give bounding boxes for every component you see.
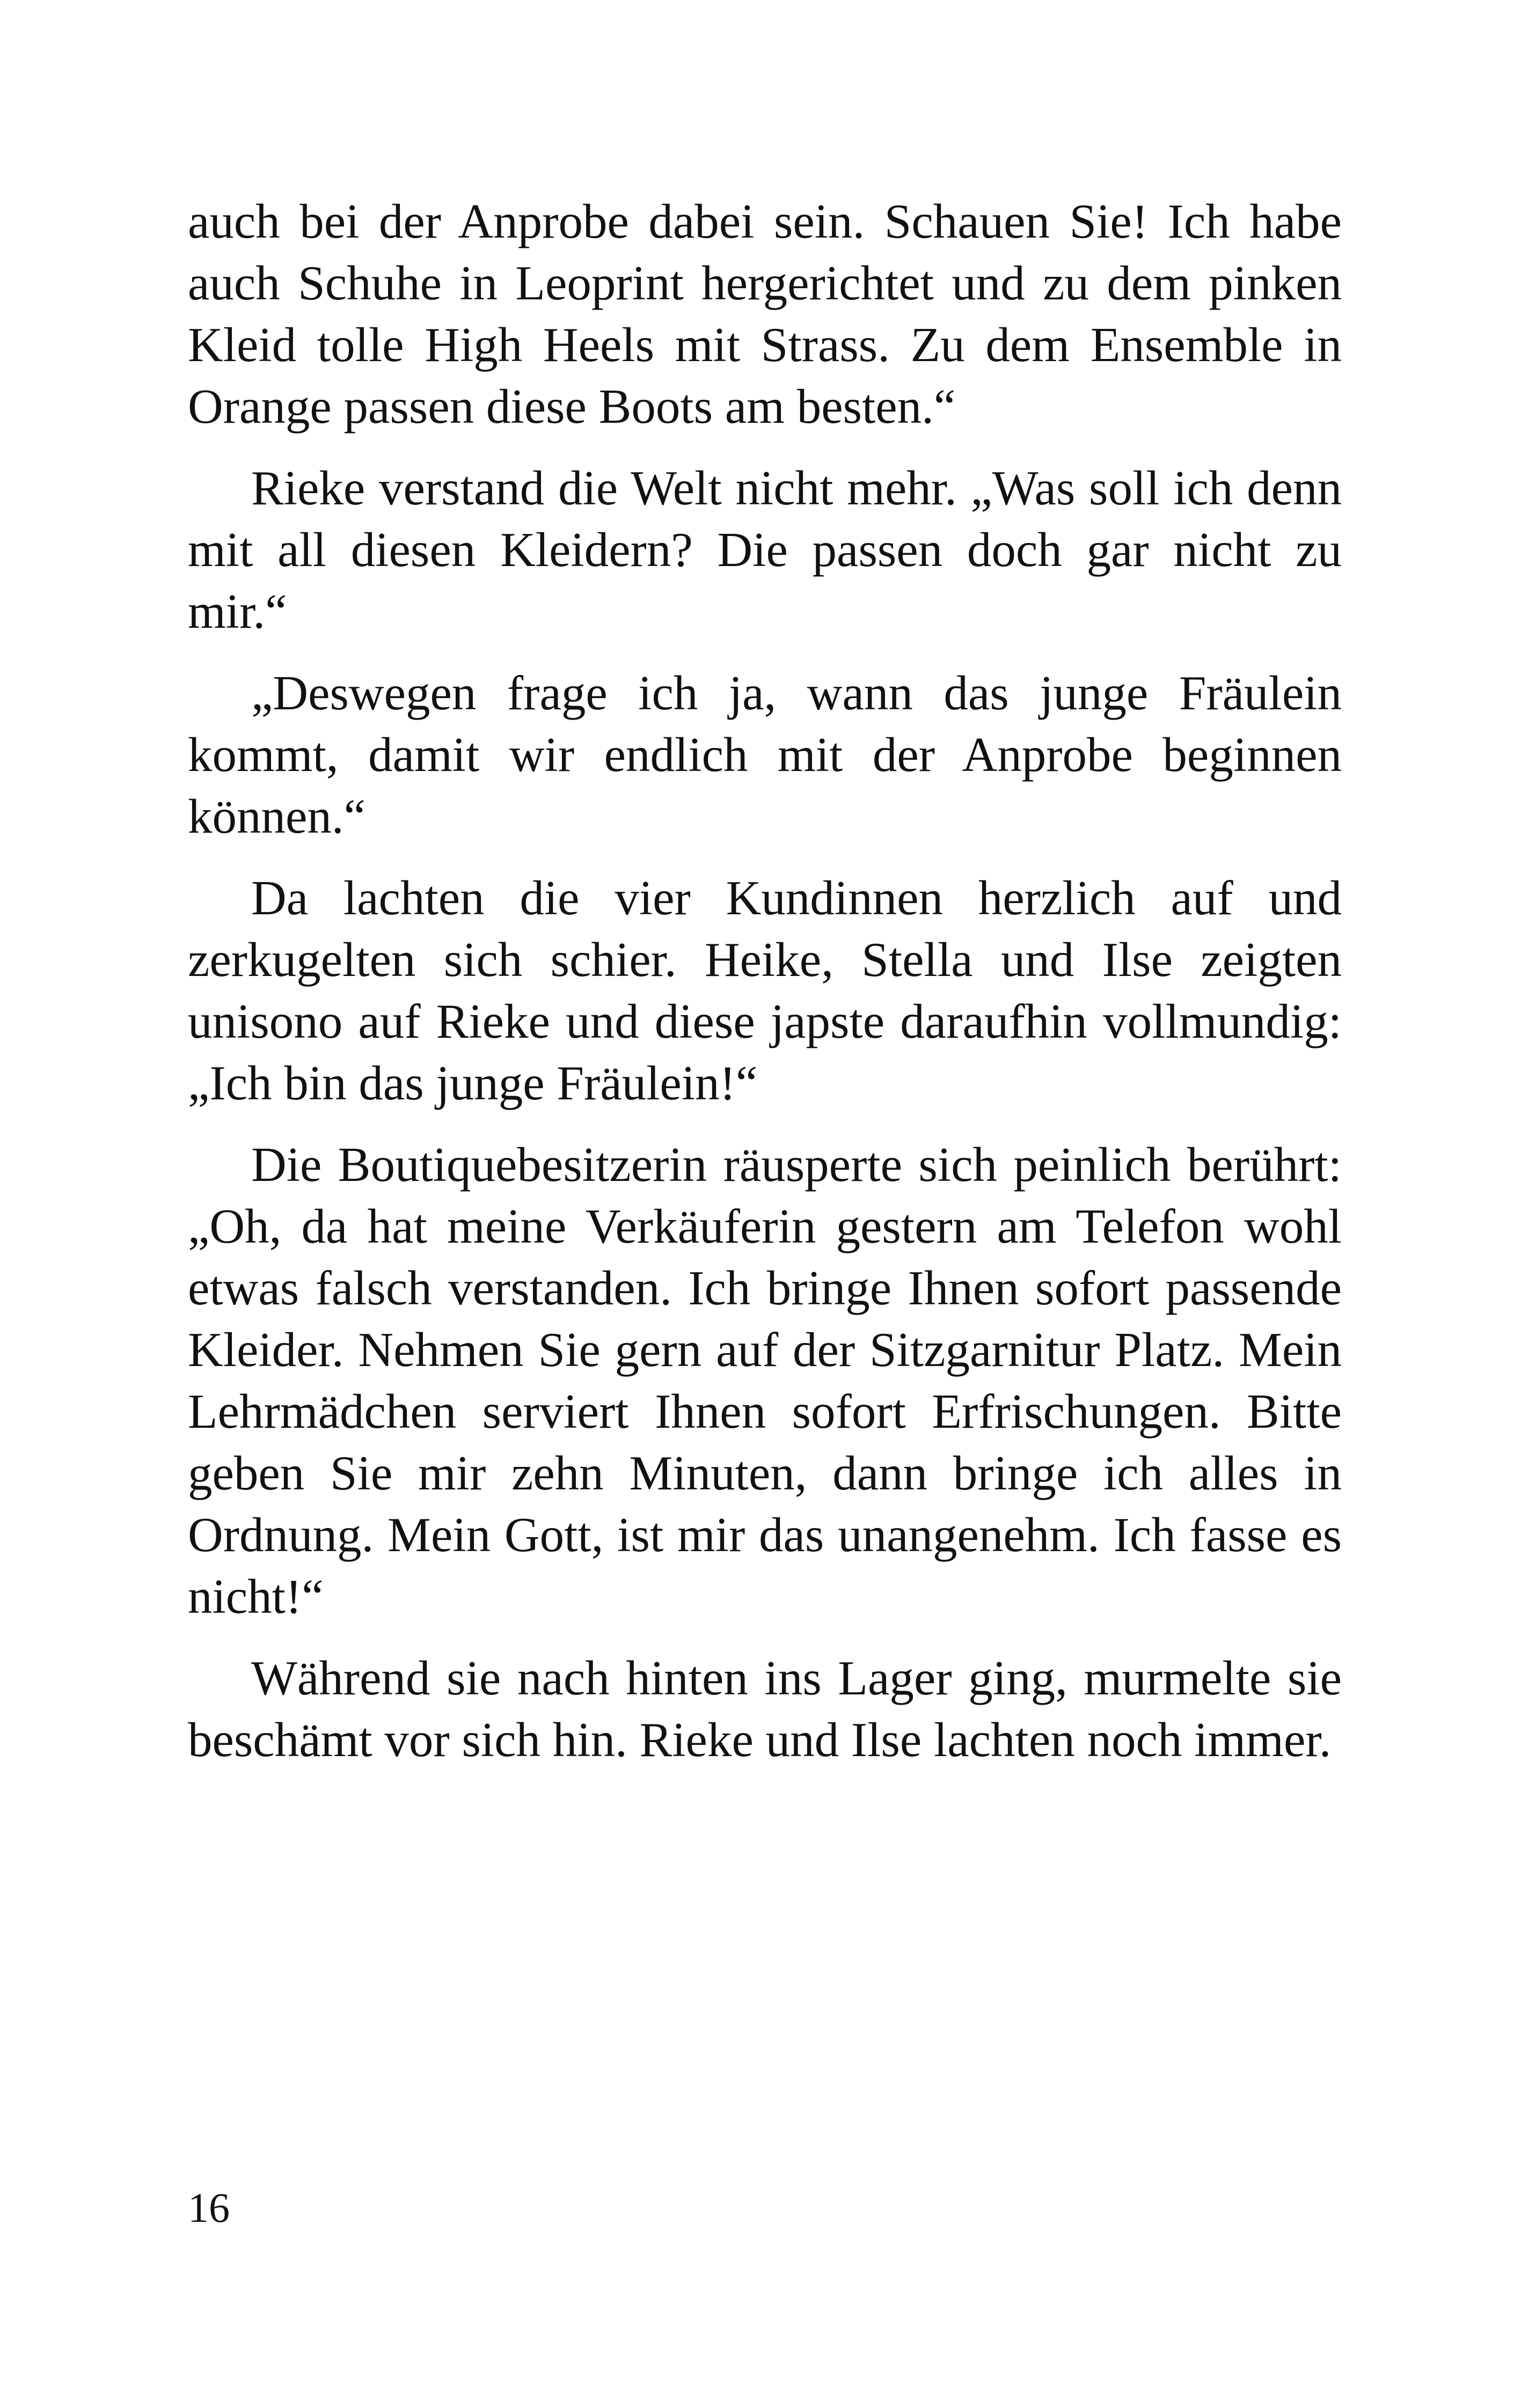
paragraph-1: auch bei der Anprobe dabei sein. Schauen Sie! Ich habe auch Schuhe in Leoprint hergerichtet und zu dem pinken Kleid tolle High Heels mit Strass. Zu dem Ensemble in Orange passen diese Boots am besten.“ bbox=[188, 194, 1342, 434]
body-text bbox=[188, 190, 1342, 1790]
paragraph-3: „Deswegen frage ich ja, wann das junge Fräulein kommt, damit wir endlich mit der Anprobe beginnen können.“ bbox=[188, 666, 1342, 843]
paragraph-6: Während sie nach hinten ins Lager ging, murmelte sie beschämt vor sich hin. Rieke und Ilse lachten noch immer. bbox=[188, 1651, 1342, 1767]
paragraph-4: Da lachten die vier Kundinnen herzlich auf und zerkugelten sich schier. Heike, Stella und Ilse zeigten unisono auf Rieke und diese japste daraufhin vollmundig: „Ich bin das junge Fräulein!“ bbox=[188, 871, 1342, 1110]
paragraph-5: Die Boutiquebesitzerin räusperte sich peinlich berührt: „Oh, da hat meine Verkäuferin gestern am Telefon wohl etwas falsch verstanden. Ich bringe Ihnen sofort passende Kleider. Nehmen Sie gern auf der Sitzgarnitur Platz. Mein Lehrmädchen serviert Ihnen sofort Erfrischungen. Bitte geben Sie mir zehn Minuten, dann bringe ich alles in Ordnung. Mein Gott, ist mir das unangenehm. Ich fasse es nicht!“ bbox=[188, 1137, 1342, 1624]
page-number: 16 bbox=[188, 2184, 230, 2231]
paragraph-2: Rieke verstand die Welt nicht mehr. „Was soll ich denn mit all diesen Kleidern? Die passen doch gar nicht zu mir.“ bbox=[188, 461, 1342, 638]
